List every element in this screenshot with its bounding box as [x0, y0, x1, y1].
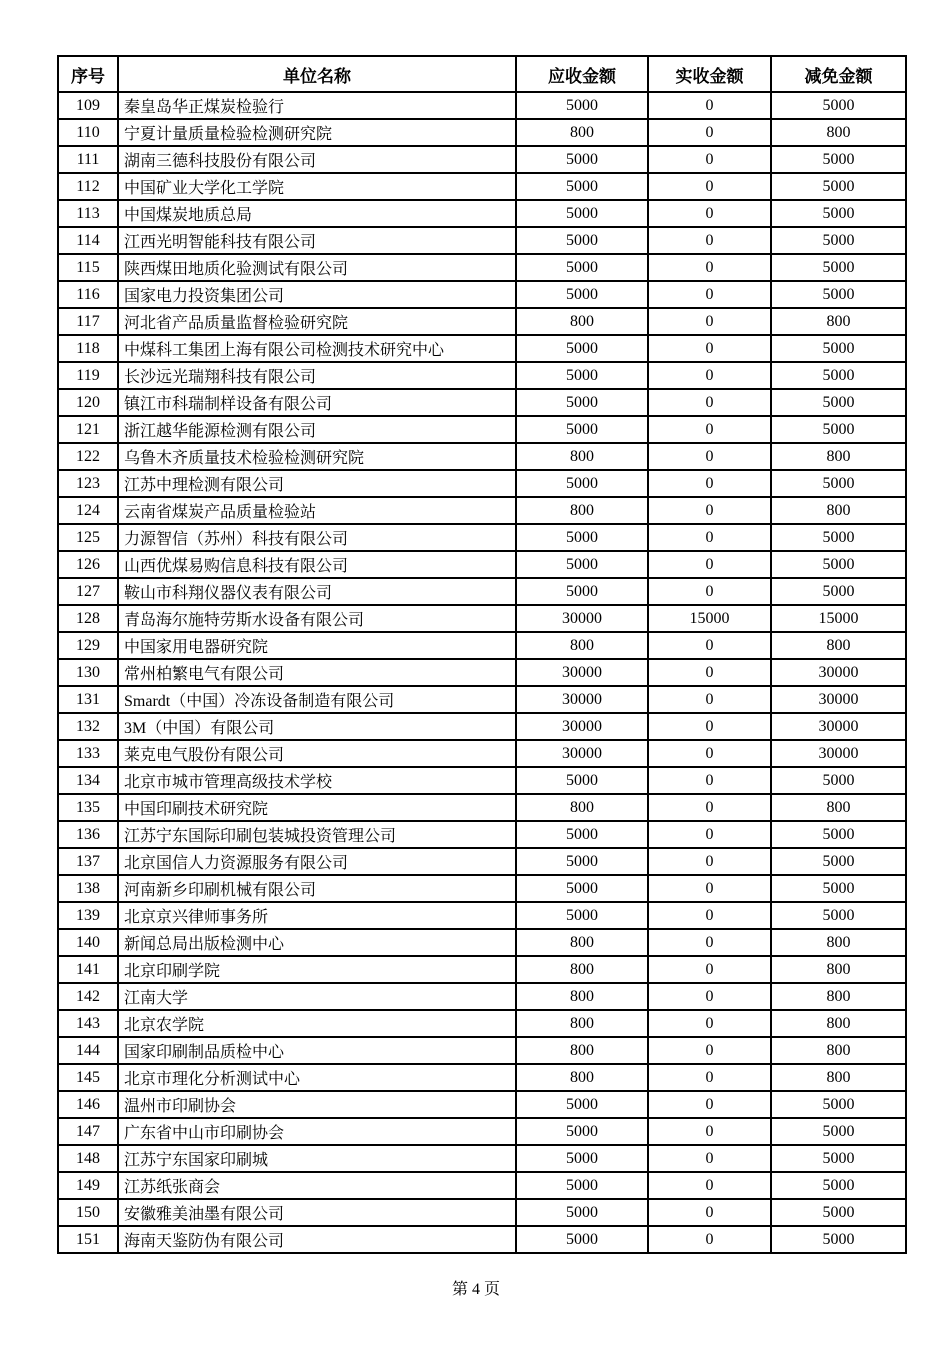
cell-reduced-amount: 5000	[771, 902, 906, 929]
cell-receivable-amount: 5000	[516, 551, 648, 578]
cell-unit-name: 北京市城市管理高级技术学校	[118, 767, 516, 794]
cell-received-amount: 0	[648, 497, 771, 524]
cell-reduced-amount: 800	[771, 1010, 906, 1037]
table-row	[58, 983, 906, 1010]
cell-reduced-amount: 5000	[771, 200, 906, 227]
fee-table	[57, 55, 907, 1254]
cell-unit-name: 北京国信人力资源服务有限公司	[118, 848, 516, 875]
header-unit-name: 单位名称	[118, 56, 516, 92]
cell-receivable-amount: 5000	[516, 902, 648, 929]
cell-index: 134	[58, 767, 118, 794]
cell-received-amount: 0	[648, 1172, 771, 1199]
cell-receivable-amount: 30000	[516, 713, 648, 740]
cell-received-amount: 0	[648, 686, 771, 713]
cell-received-amount: 0	[648, 416, 771, 443]
cell-reduced-amount: 30000	[771, 686, 906, 713]
cell-received-amount: 0	[648, 1118, 771, 1145]
table-row	[58, 767, 906, 794]
cell-receivable-amount: 5000	[516, 254, 648, 281]
cell-reduced-amount: 5000	[771, 281, 906, 308]
cell-index: 138	[58, 875, 118, 902]
cell-received-amount: 0	[648, 173, 771, 200]
cell-reduced-amount: 5000	[771, 146, 906, 173]
cell-index: 123	[58, 470, 118, 497]
cell-index: 122	[58, 443, 118, 470]
table-row	[58, 470, 906, 497]
cell-reduced-amount: 15000	[771, 605, 906, 632]
cell-unit-name: 北京印刷学院	[118, 956, 516, 983]
cell-receivable-amount: 5000	[516, 362, 648, 389]
cell-receivable-amount: 5000	[516, 1091, 648, 1118]
cell-received-amount: 0	[648, 281, 771, 308]
page-number: 第 4 页	[451, 1281, 500, 1298]
cell-unit-name: 江苏纸张商会	[118, 1172, 516, 1199]
cell-received-amount: 0	[648, 146, 771, 173]
cell-reduced-amount: 5000	[771, 335, 906, 362]
table-row	[58, 146, 906, 173]
cell-receivable-amount: 5000	[516, 335, 648, 362]
table-row	[58, 335, 906, 362]
cell-receivable-amount: 800	[516, 632, 648, 659]
cell-received-amount: 0	[648, 794, 771, 821]
table-row	[58, 227, 906, 254]
cell-reduced-amount: 5000	[771, 1226, 906, 1253]
cell-index: 140	[58, 929, 118, 956]
cell-unit-name: 江西光明智能科技有限公司	[118, 227, 516, 254]
table-row	[58, 1118, 906, 1145]
cell-unit-name: 中国印刷技术研究院	[118, 794, 516, 821]
cell-received-amount: 0	[648, 389, 771, 416]
cell-unit-name: 江苏中理检测有限公司	[118, 470, 516, 497]
cell-reduced-amount: 5000	[771, 416, 906, 443]
cell-index: 116	[58, 281, 118, 308]
table-row	[58, 875, 906, 902]
header-receivable-amount: 应收金额	[516, 56, 648, 92]
table-row	[58, 200, 906, 227]
cell-unit-name: 云南省煤炭产品质量检验站	[118, 497, 516, 524]
cell-unit-name: Smardt（中国）冷冻设备制造有限公司	[118, 686, 516, 713]
cell-received-amount: 0	[648, 1226, 771, 1253]
table-row	[58, 1145, 906, 1172]
cell-received-amount: 0	[648, 551, 771, 578]
table-row	[58, 254, 906, 281]
header-index: 序号	[58, 56, 118, 92]
cell-receivable-amount: 5000	[516, 1145, 648, 1172]
cell-reduced-amount: 5000	[771, 1172, 906, 1199]
cell-unit-name: 北京市理化分析测试中心	[118, 1064, 516, 1091]
cell-index: 112	[58, 173, 118, 200]
table-row	[58, 416, 906, 443]
table-row	[58, 794, 906, 821]
cell-index: 113	[58, 200, 118, 227]
cell-received-amount: 15000	[648, 605, 771, 632]
cell-reduced-amount: 5000	[771, 551, 906, 578]
cell-index: 121	[58, 416, 118, 443]
table-row	[58, 1226, 906, 1253]
cell-received-amount: 0	[648, 200, 771, 227]
cell-receivable-amount: 5000	[516, 1172, 648, 1199]
cell-receivable-amount: 5000	[516, 524, 648, 551]
cell-unit-name: 青岛海尔施特劳斯水设备有限公司	[118, 605, 516, 632]
cell-unit-name: 镇江市科瑞制样设备有限公司	[118, 389, 516, 416]
cell-unit-name: 力源智信（苏州）科技有限公司	[118, 524, 516, 551]
table-row	[58, 659, 906, 686]
cell-index: 114	[58, 227, 118, 254]
cell-index: 109	[58, 92, 118, 119]
cell-reduced-amount: 5000	[771, 821, 906, 848]
cell-unit-name: 广东省中山市印刷协会	[118, 1118, 516, 1145]
cell-unit-name: 山西优煤易购信息科技有限公司	[118, 551, 516, 578]
cell-receivable-amount: 800	[516, 1064, 648, 1091]
cell-receivable-amount: 5000	[516, 1118, 648, 1145]
table-row	[58, 362, 906, 389]
cell-unit-name: 宁夏计量质量检验检测研究院	[118, 119, 516, 146]
table-row	[58, 1010, 906, 1037]
cell-received-amount: 0	[648, 308, 771, 335]
table-row	[58, 1199, 906, 1226]
table-row	[58, 308, 906, 335]
cell-received-amount: 0	[648, 902, 771, 929]
cell-reduced-amount: 800	[771, 794, 906, 821]
cell-index: 143	[58, 1010, 118, 1037]
table-row	[58, 578, 906, 605]
cell-reduced-amount: 5000	[771, 227, 906, 254]
cell-received-amount: 0	[648, 1037, 771, 1064]
cell-received-amount: 0	[648, 227, 771, 254]
cell-reduced-amount: 5000	[771, 578, 906, 605]
cell-index: 147	[58, 1118, 118, 1145]
table-row	[58, 632, 906, 659]
cell-index: 119	[58, 362, 118, 389]
cell-index: 149	[58, 1172, 118, 1199]
table-row	[58, 605, 906, 632]
table-row	[58, 524, 906, 551]
cell-receivable-amount: 5000	[516, 1226, 648, 1253]
cell-index: 136	[58, 821, 118, 848]
cell-reduced-amount: 800	[771, 308, 906, 335]
cell-reduced-amount: 5000	[771, 1199, 906, 1226]
cell-index: 145	[58, 1064, 118, 1091]
table-row	[58, 956, 906, 983]
cell-receivable-amount: 800	[516, 983, 648, 1010]
cell-index: 130	[58, 659, 118, 686]
table-row	[58, 1091, 906, 1118]
cell-index: 125	[58, 524, 118, 551]
cell-received-amount: 0	[648, 443, 771, 470]
cell-unit-name: 长沙远光瑞翔科技有限公司	[118, 362, 516, 389]
cell-reduced-amount: 5000	[771, 173, 906, 200]
cell-reduced-amount: 800	[771, 497, 906, 524]
table-row	[58, 389, 906, 416]
cell-index: 129	[58, 632, 118, 659]
table-row	[58, 929, 906, 956]
cell-unit-name: 新闻总局出版检测中心	[118, 929, 516, 956]
cell-receivable-amount: 5000	[516, 848, 648, 875]
cell-received-amount: 0	[648, 92, 771, 119]
cell-received-amount: 0	[648, 470, 771, 497]
cell-received-amount: 0	[648, 659, 771, 686]
cell-reduced-amount: 5000	[771, 767, 906, 794]
cell-receivable-amount: 5000	[516, 470, 648, 497]
cell-receivable-amount: 30000	[516, 686, 648, 713]
cell-received-amount: 0	[648, 119, 771, 146]
cell-receivable-amount: 800	[516, 497, 648, 524]
cell-receivable-amount: 30000	[516, 740, 648, 767]
cell-unit-name: 国家电力投资集团公司	[118, 281, 516, 308]
header-row	[58, 56, 906, 92]
table-row	[58, 902, 906, 929]
cell-reduced-amount: 5000	[771, 875, 906, 902]
cell-index: 115	[58, 254, 118, 281]
cell-reduced-amount: 800	[771, 929, 906, 956]
cell-unit-name: 安徽雅美油墨有限公司	[118, 1199, 516, 1226]
cell-reduced-amount: 800	[771, 119, 906, 146]
cell-unit-name: 北京农学院	[118, 1010, 516, 1037]
cell-reduced-amount: 5000	[771, 524, 906, 551]
cell-received-amount: 0	[648, 821, 771, 848]
cell-index: 124	[58, 497, 118, 524]
cell-reduced-amount: 800	[771, 1064, 906, 1091]
header-received-amount: 实收金额	[648, 56, 771, 92]
cell-received-amount: 0	[648, 362, 771, 389]
cell-index: 148	[58, 1145, 118, 1172]
cell-index: 127	[58, 578, 118, 605]
table-row	[58, 443, 906, 470]
cell-receivable-amount: 30000	[516, 659, 648, 686]
cell-received-amount: 0	[648, 254, 771, 281]
table-row	[58, 686, 906, 713]
cell-receivable-amount: 5000	[516, 92, 648, 119]
table-row	[58, 740, 906, 767]
cell-received-amount: 0	[648, 713, 771, 740]
cell-reduced-amount: 5000	[771, 92, 906, 119]
cell-reduced-amount: 5000	[771, 389, 906, 416]
cell-unit-name: 3M（中国）有限公司	[118, 713, 516, 740]
cell-received-amount: 0	[648, 1199, 771, 1226]
cell-unit-name: 中国矿业大学化工学院	[118, 173, 516, 200]
cell-reduced-amount: 30000	[771, 713, 906, 740]
table-row	[58, 497, 906, 524]
cell-received-amount: 0	[648, 335, 771, 362]
cell-received-amount: 0	[648, 1064, 771, 1091]
cell-receivable-amount: 5000	[516, 173, 648, 200]
cell-index: 126	[58, 551, 118, 578]
cell-unit-name: 浙江越华能源检测有限公司	[118, 416, 516, 443]
cell-reduced-amount: 30000	[771, 659, 906, 686]
cell-received-amount: 0	[648, 1145, 771, 1172]
cell-index: 135	[58, 794, 118, 821]
cell-unit-name: 北京京兴律师事务所	[118, 902, 516, 929]
cell-receivable-amount: 5000	[516, 1199, 648, 1226]
table-row	[58, 119, 906, 146]
cell-receivable-amount: 5000	[516, 281, 648, 308]
table-row	[58, 1037, 906, 1064]
cell-index: 128	[58, 605, 118, 632]
cell-unit-name: 温州市印刷协会	[118, 1091, 516, 1118]
cell-received-amount: 0	[648, 767, 771, 794]
cell-received-amount: 0	[648, 956, 771, 983]
cell-receivable-amount: 800	[516, 1037, 648, 1064]
cell-unit-name: 中国煤炭地质总局	[118, 200, 516, 227]
cell-reduced-amount: 5000	[771, 1091, 906, 1118]
cell-reduced-amount: 5000	[771, 254, 906, 281]
table-row	[58, 1064, 906, 1091]
cell-received-amount: 0	[648, 632, 771, 659]
cell-reduced-amount: 800	[771, 632, 906, 659]
cell-index: 146	[58, 1091, 118, 1118]
cell-receivable-amount: 5000	[516, 416, 648, 443]
cell-unit-name: 常州柏繁电气有限公司	[118, 659, 516, 686]
cell-unit-name: 乌鲁木齐质量技术检验检测研究院	[118, 443, 516, 470]
cell-unit-name: 国家印刷制品质检中心	[118, 1037, 516, 1064]
cell-receivable-amount: 5000	[516, 200, 648, 227]
table-row	[58, 1172, 906, 1199]
header-reduced-amount: 减免金额	[771, 56, 906, 92]
cell-reduced-amount: 5000	[771, 848, 906, 875]
cell-received-amount: 0	[648, 524, 771, 551]
cell-received-amount: 0	[648, 848, 771, 875]
cell-unit-name: 江苏宁东国际印刷包装城投资管理公司	[118, 821, 516, 848]
cell-unit-name: 中煤科工集团上海有限公司检测技术研究中心	[118, 335, 516, 362]
cell-reduced-amount: 800	[771, 956, 906, 983]
table-row	[58, 92, 906, 119]
cell-receivable-amount: 800	[516, 308, 648, 335]
cell-reduced-amount: 5000	[771, 1118, 906, 1145]
cell-receivable-amount: 30000	[516, 605, 648, 632]
cell-index: 144	[58, 1037, 118, 1064]
cell-reduced-amount: 800	[771, 1037, 906, 1064]
cell-unit-name: 鞍山市科翔仪器仪表有限公司	[118, 578, 516, 605]
cell-receivable-amount: 800	[516, 119, 648, 146]
cell-unit-name: 中国家用电器研究院	[118, 632, 516, 659]
cell-unit-name: 江苏宁东国家印刷城	[118, 1145, 516, 1172]
cell-index: 137	[58, 848, 118, 875]
cell-unit-name: 江南大学	[118, 983, 516, 1010]
table-row	[58, 821, 906, 848]
cell-unit-name: 海南天鉴防伪有限公司	[118, 1226, 516, 1253]
cell-unit-name: 莱克电气股份有限公司	[118, 740, 516, 767]
cell-reduced-amount: 30000	[771, 740, 906, 767]
cell-receivable-amount: 800	[516, 443, 648, 470]
cell-receivable-amount: 800	[516, 1010, 648, 1037]
cell-receivable-amount: 5000	[516, 767, 648, 794]
cell-receivable-amount: 5000	[516, 227, 648, 254]
cell-index: 110	[58, 119, 118, 146]
cell-index: 151	[58, 1226, 118, 1253]
cell-reduced-amount: 800	[771, 983, 906, 1010]
table-row	[58, 173, 906, 200]
cell-index: 150	[58, 1199, 118, 1226]
cell-index: 131	[58, 686, 118, 713]
cell-receivable-amount: 5000	[516, 146, 648, 173]
cell-received-amount: 0	[648, 875, 771, 902]
cell-received-amount: 0	[648, 1010, 771, 1037]
cell-receivable-amount: 5000	[516, 389, 648, 416]
table-row	[58, 713, 906, 740]
cell-received-amount: 0	[648, 578, 771, 605]
table-row	[58, 848, 906, 875]
cell-received-amount: 0	[648, 983, 771, 1010]
cell-index: 133	[58, 740, 118, 767]
cell-index: 139	[58, 902, 118, 929]
cell-index: 141	[58, 956, 118, 983]
cell-index: 118	[58, 335, 118, 362]
cell-receivable-amount: 800	[516, 929, 648, 956]
cell-unit-name: 湖南三德科技股份有限公司	[118, 146, 516, 173]
cell-unit-name: 河北省产品质量监督检验研究院	[118, 308, 516, 335]
cell-unit-name: 陕西煤田地质化验测试有限公司	[118, 254, 516, 281]
cell-receivable-amount: 800	[516, 794, 648, 821]
cell-reduced-amount: 5000	[771, 362, 906, 389]
cell-receivable-amount: 5000	[516, 821, 648, 848]
cell-reduced-amount: 5000	[771, 470, 906, 497]
cell-unit-name: 河南新乡印刷机械有限公司	[118, 875, 516, 902]
cell-received-amount: 0	[648, 740, 771, 767]
table-row	[58, 551, 906, 578]
cell-unit-name: 秦皇岛华正煤炭检验行	[118, 92, 516, 119]
cell-index: 117	[58, 308, 118, 335]
cell-receivable-amount: 5000	[516, 875, 648, 902]
table-row	[58, 281, 906, 308]
cell-received-amount: 0	[648, 929, 771, 956]
cell-reduced-amount: 5000	[771, 1145, 906, 1172]
cell-index: 111	[58, 146, 118, 173]
cell-receivable-amount: 800	[516, 956, 648, 983]
cell-received-amount: 0	[648, 1091, 771, 1118]
cell-index: 142	[58, 983, 118, 1010]
cell-index: 132	[58, 713, 118, 740]
cell-index: 120	[58, 389, 118, 416]
cell-reduced-amount: 800	[771, 443, 906, 470]
cell-receivable-amount: 5000	[516, 578, 648, 605]
